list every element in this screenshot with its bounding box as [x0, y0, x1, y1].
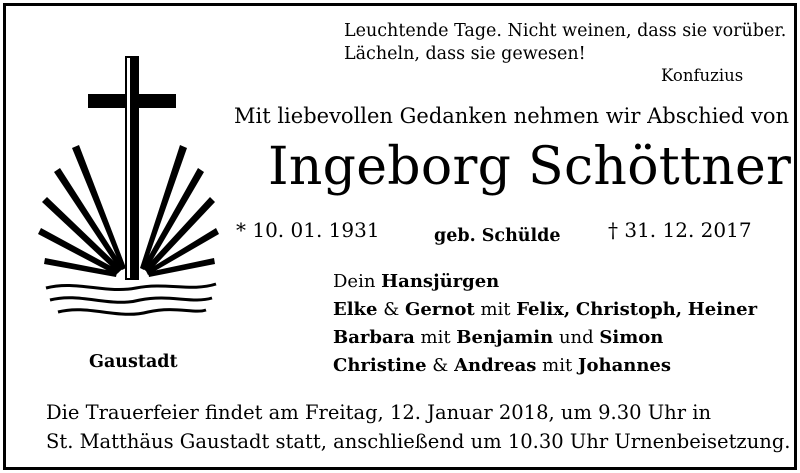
family-name: Christoph, — [575, 299, 683, 320]
family-name: Simon — [599, 327, 664, 348]
family-name: Felix, — [516, 299, 571, 320]
birth-date: * 10. 01. 1931 — [236, 218, 380, 242]
word: mit — [542, 355, 573, 376]
word: Dein — [333, 271, 376, 292]
family-line-1 — [333, 268, 757, 296]
quote — [344, 20, 786, 66]
waves — [46, 284, 216, 314]
family-name: Gernot — [404, 299, 475, 320]
family-name: Andreas — [454, 355, 537, 376]
family-line-2 — [333, 296, 757, 324]
death-date: † 31. 12. 2017 — [608, 218, 752, 242]
service-info — [46, 398, 791, 456]
family-name: Elke — [333, 299, 378, 320]
cross — [88, 56, 176, 280]
maiden-name: geb. Schülde — [434, 226, 561, 246]
family-line-4 — [333, 352, 757, 380]
service-line-2: St. Matthäus Gaustadt statt, anschließend um 10.30 Uhr Urnenbeisetzung. — [46, 430, 791, 453]
family-name: Barbara — [333, 327, 415, 348]
family-name: Benjamin — [456, 327, 554, 348]
quote-line-2: Lächeln, dass sie gewesen! — [344, 44, 586, 64]
quote-line-1: Leuchtende Tage. Nicht weinen, dass sie vorüber. — [344, 21, 787, 41]
service-line-1: Die Trauerfeier findet am Freitag, 12. Januar 2018, um 9.30 Uhr in — [46, 401, 712, 424]
intro-line: Mit liebevollen Gedanken nehmen wir Abschied von — [234, 104, 790, 128]
word: mit — [420, 327, 451, 348]
family-line-3 — [333, 324, 757, 352]
word: & — [432, 355, 449, 376]
word: mit — [480, 299, 511, 320]
cross-sunrise-icon — [36, 52, 221, 322]
word: und — [558, 327, 594, 348]
family-name: Johannes — [577, 355, 672, 376]
word: & — [383, 299, 400, 320]
family-name: Hansjürgen — [381, 271, 500, 292]
family-name: Christine — [333, 355, 427, 376]
family-list — [333, 268, 757, 380]
deceased-name: Ingeborg Schöttner — [268, 137, 792, 197]
place-name: Gaustadt — [89, 352, 178, 372]
quote-author: Konfuzius — [661, 66, 744, 85]
family-name: Heiner — [687, 299, 758, 320]
